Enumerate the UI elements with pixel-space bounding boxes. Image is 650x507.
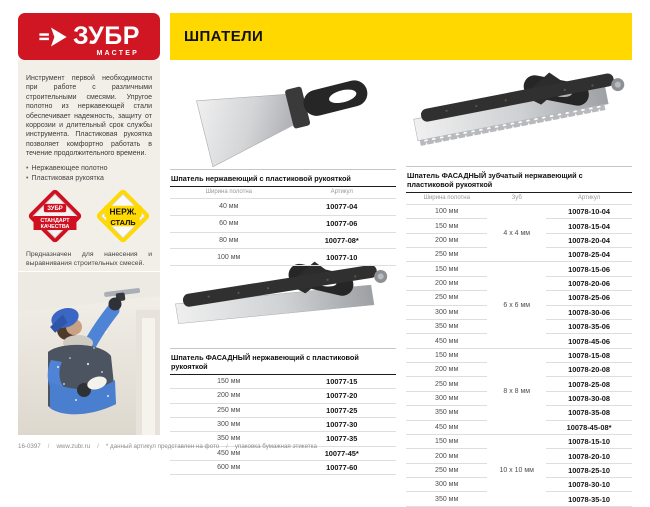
- article-cell: 10078-25-08: [546, 377, 632, 391]
- width-cell: 300 мм: [406, 478, 487, 492]
- table-title: Шпатель ФАСАДНЫЙ зубчатый нержавеющий с пластиковой рукояткой: [406, 166, 632, 193]
- article-cell: 10077-04: [288, 198, 396, 215]
- tooth-cell: 6 х 6 мм: [487, 262, 546, 348]
- article-cell: 10077-45*: [288, 446, 396, 460]
- article-cell: 10078-15-04: [546, 219, 632, 233]
- width-cell: 60 мм: [170, 215, 288, 232]
- article-cell: 10078-20-10: [546, 449, 632, 463]
- width-cell: 100 мм: [406, 204, 487, 218]
- article-cell: 10078-25-04: [546, 248, 632, 262]
- table-row: [170, 403, 396, 417]
- width-cell: 200 мм: [406, 449, 487, 463]
- sidebar: [18, 60, 160, 271]
- table-row: [170, 249, 396, 266]
- article-cell: 10077-25: [288, 403, 396, 417]
- article-cell: 10078-15-08: [546, 348, 632, 362]
- table-row: [170, 389, 396, 403]
- article-cell: 10078-25-06: [546, 291, 632, 305]
- article-cell: 10077-08*: [288, 232, 396, 249]
- width-cell: 150 мм: [170, 375, 288, 389]
- spec-table: [170, 187, 396, 266]
- column-header: Ширина полотна: [170, 187, 288, 199]
- width-cell: 40 мм: [170, 198, 288, 215]
- table-title: Шпатель нержавеющий с пластиковой рукояткой: [170, 169, 396, 187]
- table-header-row: [406, 193, 632, 205]
- tooth-cell: 8 х 8 мм: [487, 348, 546, 434]
- facade-spatula-table-block: [170, 348, 396, 475]
- website-text: www.zubr.ru: [56, 443, 91, 450]
- width-cell: 350 мм: [406, 319, 487, 333]
- table-row: [170, 375, 396, 389]
- width-cell: 150 мм: [406, 434, 487, 448]
- width-cell: 200 мм: [170, 389, 288, 403]
- width-cell: 350 мм: [406, 406, 487, 420]
- width-cell: 250 мм: [406, 248, 487, 262]
- article-cell: 10078-20-08: [546, 363, 632, 377]
- article-cell: 10077-20: [288, 389, 396, 403]
- width-cell: 250 мм: [406, 291, 487, 305]
- article-cell: 10078-30-06: [546, 305, 632, 319]
- spec-table: [170, 375, 396, 476]
- page-footer: 16-0397 / www.zubr.ru / * данный артикул представлен на фото / упаковка бумажная этикетка: [18, 443, 317, 450]
- footnote-photo: * данный артикул представлен на фото: [105, 443, 220, 450]
- worker-photo: [18, 272, 160, 435]
- article-cell: 10078-30-08: [546, 391, 632, 405]
- width-cell: 300 мм: [406, 391, 487, 405]
- table-row: [170, 232, 396, 249]
- brand-name: ЗУБР: [73, 22, 140, 50]
- article-cell: 10078-35-10: [546, 492, 632, 506]
- badges: [26, 188, 152, 244]
- spatula-image: [186, 62, 382, 164]
- page-title-band: [170, 13, 632, 60]
- article-cell: 10078-35-08: [546, 406, 632, 420]
- table-row: [406, 262, 632, 276]
- brand-logo: [18, 13, 160, 60]
- width-cell: 150 мм: [406, 262, 487, 276]
- brand-subname: МАСТЕР: [96, 50, 139, 57]
- tooth-cell: 10 х 10 мм: [487, 434, 546, 506]
- width-cell: 200 мм: [406, 276, 487, 290]
- column-header: Артикул: [546, 193, 632, 205]
- catalog-code: 16-0397: [18, 443, 41, 450]
- table-row: [170, 198, 396, 215]
- article-cell: 10078-15-10: [546, 434, 632, 448]
- width-cell: 250 мм: [406, 463, 487, 477]
- svg-text:ЗУБР: ЗУБР: [47, 206, 63, 213]
- width-cell: 450 мм: [170, 446, 288, 460]
- product-description: Инструмент первой необходимости при работе с различными строительными смесями. Упругое полотно из нержавеющей стали обеспечивает надежность, защиту от коррозии и длительный срок службы инструмента. Пластиковая рукоятка позволяет комфортно работать в течение продолжительного времени.: [26, 75, 152, 157]
- article-cell: 10077-10: [288, 249, 396, 266]
- article-cell: 10078-35-06: [546, 319, 632, 333]
- width-cell: 350 мм: [406, 492, 487, 506]
- width-cell: 350 мм: [170, 432, 288, 446]
- svg-text:НЕРЖ.: НЕРЖ.: [109, 206, 137, 217]
- article-cell: 10078-45-08*: [546, 420, 632, 434]
- article-cell: 10078-10-04: [546, 204, 632, 218]
- column-header: Зуб: [487, 193, 546, 205]
- zubr-arrow-icon: [38, 24, 68, 50]
- width-cell: 450 мм: [406, 334, 487, 348]
- spec-table: [406, 193, 632, 507]
- width-cell: 100 мм: [170, 249, 288, 266]
- table-row: [170, 461, 396, 475]
- article-cell: 10078-20-06: [546, 276, 632, 290]
- purpose-text: Предназначен для нанесения и выравнивания строительных смесей.: [26, 251, 152, 268]
- page-title: ШПАТЕЛИ: [184, 28, 264, 45]
- width-cell: 300 мм: [170, 417, 288, 431]
- svg-text:КАЧЕСТВА: КАЧЕСТВА: [40, 224, 70, 231]
- quality-standard-badge: [27, 188, 83, 244]
- width-cell: 200 мм: [406, 363, 487, 377]
- article-cell: 10077-15: [288, 375, 396, 389]
- table-row: [170, 215, 396, 232]
- notched-spatula-table-block: [406, 166, 632, 507]
- width-cell: 250 мм: [406, 377, 487, 391]
- stainless-steel-badge: [95, 188, 151, 244]
- footnote-packaging: упаковка бумажная этикетка: [234, 443, 317, 450]
- article-cell: 10077-60: [288, 461, 396, 475]
- width-cell: 300 мм: [406, 305, 487, 319]
- article-cell: 10077-35: [288, 432, 396, 446]
- table-row: [406, 348, 632, 362]
- width-cell: 150 мм: [406, 219, 487, 233]
- article-cell: 10078-25-10: [546, 463, 632, 477]
- feature-list: [26, 165, 152, 182]
- table-row: [406, 204, 632, 218]
- svg-text:СТАЛЬ: СТАЛЬ: [110, 218, 136, 228]
- article-cell: 10077-30: [288, 417, 396, 431]
- table-row: [170, 417, 396, 431]
- article-cell: 10077-06: [288, 215, 396, 232]
- width-cell: 200 мм: [406, 233, 487, 247]
- article-cell: 10078-15-06: [546, 262, 632, 276]
- width-cell: 600 мм: [170, 461, 288, 475]
- width-cell: 250 мм: [170, 403, 288, 417]
- article-cell: 10078-30-10: [546, 478, 632, 492]
- width-cell: 150 мм: [406, 348, 487, 362]
- table-title: Шпатель ФАСАДНЫЙ нержавеющий с пластиковой рукояткой: [170, 348, 396, 375]
- article-cell: 10078-45-06: [546, 334, 632, 348]
- table-header-row: [170, 187, 396, 199]
- feature-item: • Нержавеющее полотно: [26, 165, 152, 172]
- spatula-table-block: [170, 169, 396, 266]
- column-header: Артикул: [288, 187, 396, 199]
- width-cell: 450 мм: [406, 420, 487, 434]
- svg-text:СТАНДАРТ: СТАНДАРТ: [40, 218, 70, 225]
- feature-item: • Пластиковая рукоятка: [26, 175, 152, 182]
- column-header: Ширина полотна: [406, 193, 487, 205]
- tooth-cell: 4 х 4 мм: [487, 204, 546, 262]
- notched-spatula-image: [406, 57, 632, 165]
- width-cell: 80 мм: [170, 232, 288, 249]
- article-cell: 10078-20-04: [546, 233, 632, 247]
